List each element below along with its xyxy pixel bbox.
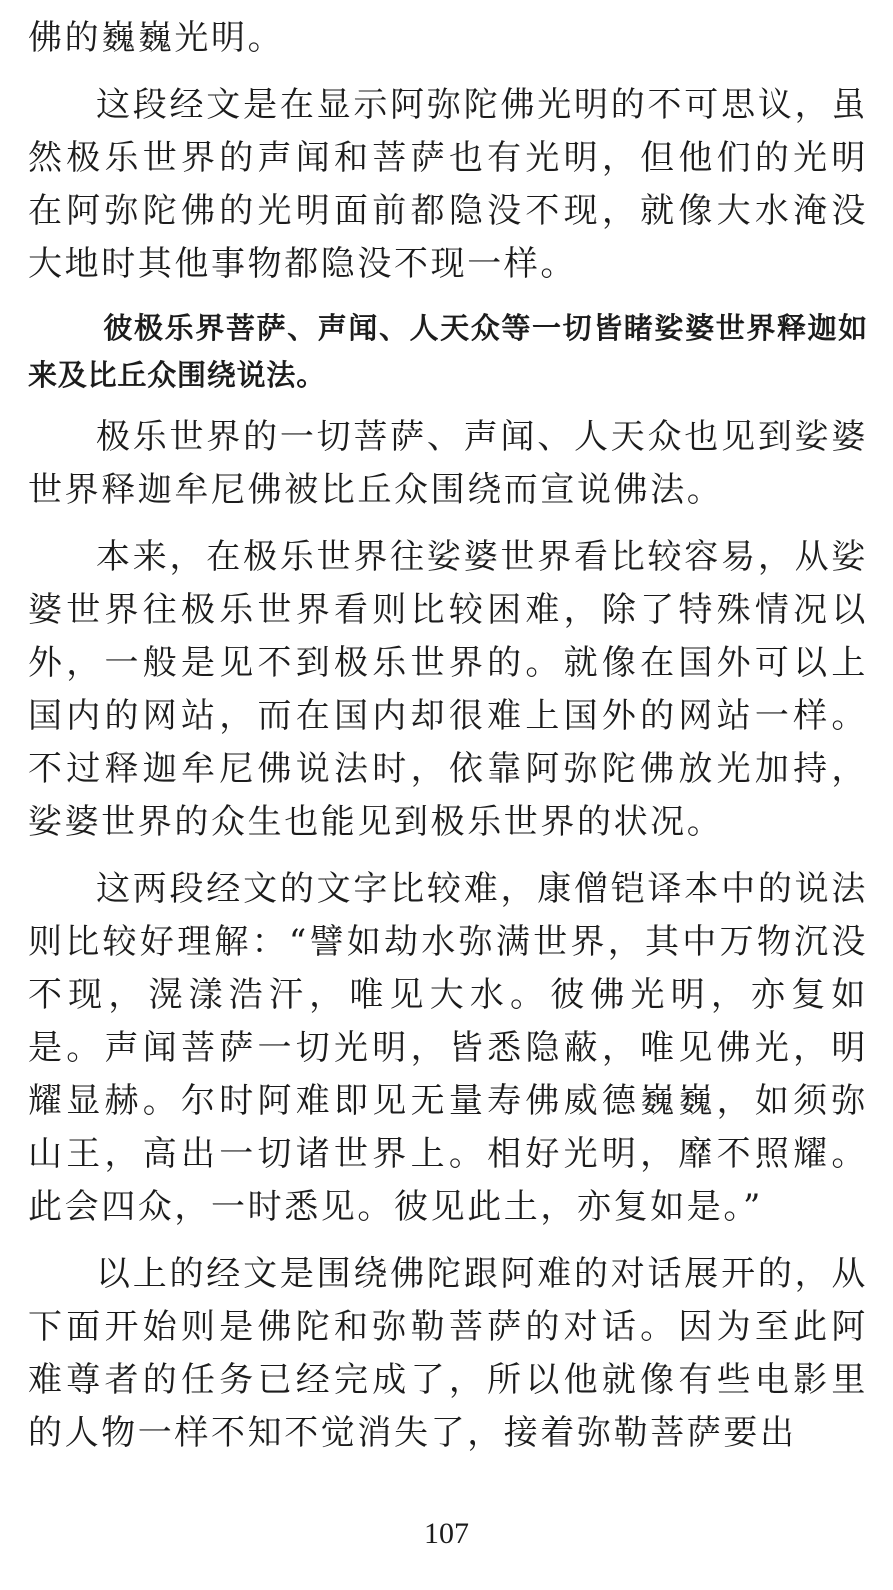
commentary-paragraph: 这段经文是在显示阿弥陀佛光明的不可思议，虽然极乐世界的声闻和菩萨也有光明，但他们的光明在阿弥陀佛的光明面前都隐没不现，就像大水淹没大地时其他事物都隐没不现一样。 <box>28 85 868 284</box>
page-body <box>28 12 868 1474</box>
commentary-paragraph: 本来，在极乐世界往娑婆世界看比较容易，从娑婆世界往极乐世界看则比较困难，除了特殊情况以外，一般是见不到极乐世界的。就像在国外可以上国内的网站，而在国内却很难上国外的网站一样。不过释迦牟尼佛说法时，依靠阿弥陀佛放光加持，娑婆世界的众生也能见到极乐世界的状况。 <box>28 537 868 842</box>
commentary-paragraph: 极乐世界的一切菩萨、声闻、人天众也见到娑婆世界释迦牟尼佛被比丘众围绕而宣说佛法。 <box>28 417 868 510</box>
paragraph-continuation: 佛的巍巍光明。 <box>28 18 285 58</box>
commentary-paragraph: 以上的经文是围绕佛陀跟阿难的对话展开的，从下面开始则是佛陀和弥勒菩萨的对话。因为至此阿难尊者的任务已经完成了，所以他就像有些电影里的人物一样不知不觉消失了，接着弥勒菩萨要出 <box>28 1254 868 1453</box>
page-number: 107 <box>424 1517 469 1550</box>
commentary-paragraph: 这两段经文的文字比较难，康僧铠译本中的说法则比较好理解：“譬如劫水弥满世界，其中万物沉没不现，滉漾浩汗，唯见大水。彼佛光明，亦复如是。声闻菩萨一切光明，皆悉隐蔽，唯见佛光，明耀显赫。尔时阿难即见无量寿佛威德巍巍，如须弥山王，高出一切诸世界上。相好光明，靡不照耀。此会四众，一时悉见。彼见此土，亦复如是。” <box>28 869 868 1227</box>
sutra-quote-paragraph: 彼极乐界菩萨、声闻、人天众等一切皆睹娑婆世界释迦如来及比丘众围绕说法。 <box>28 311 868 392</box>
